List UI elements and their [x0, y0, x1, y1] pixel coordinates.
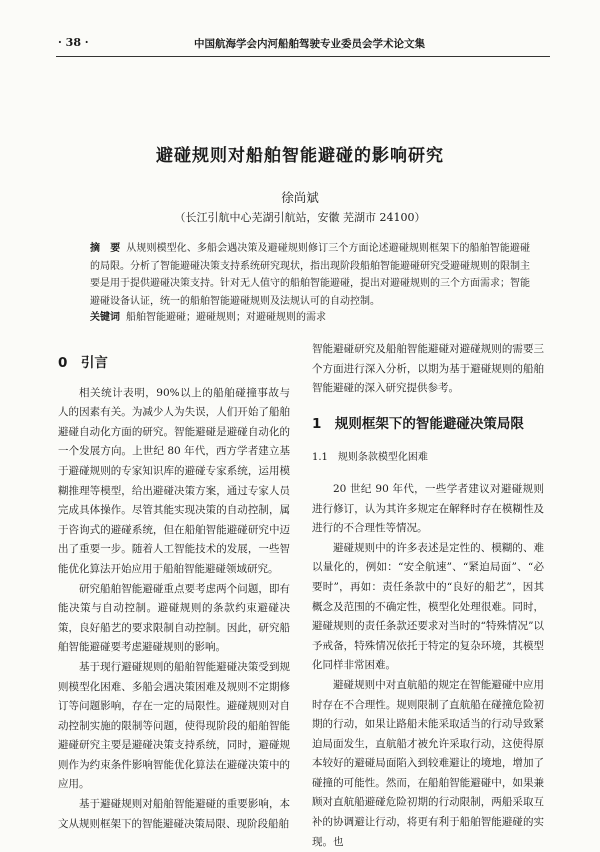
right-column: [312, 340, 544, 852]
author: 徐尚斌: [281, 190, 319, 205]
paragraph: 避碰规则中对直航船的规定在智能避碰中应用时存在不合理性。规则限制了直航船在碰撞危险初期的行动，如果让路船未能采取适当的行动导致紧迫局面发生，直航船才被允许采取行动，这使得原本较好的避碰局面陷入到较难避让的境地，增加了碰撞的可能性。然而，在船舶智能避碰中，如果兼顾对直航船避碰危险初期的行动限制，两船采取互补的协调避让行动，将更有利于船舶智能避碰的实现。也: [312, 678, 544, 848]
abstract-text: 从规则模型化、多船会遇决策及避碰规则修订三个方面论述避碰规则框架下的船舶智能避碰的局限。分析了智能避碰决策支持系统研究现状，指出现阶段船舶智能避碰研究受避碰规则的限制主要是用于提供避碰决策支持。针对无人值守的船舶智能避碰，提出对避碰规则的三个方面需求；智能避碰设备认证，统一的船舶智能避碰规则及法规认可的自动控制。: [90, 243, 531, 307]
paragraph: 研究船舶智能避碰重点要考虑两个问题，即有能决策与自动控制。避碰规则的条款约束避碰决策，良好船艺的要求限制自动控制。因此，研究船舶智能避碰要考虑避碰规则的影响。: [58, 582, 290, 654]
section-heading-intro: 0 引言: [58, 355, 108, 371]
running-header: [58, 36, 542, 54]
keywords: [90, 311, 530, 325]
section-heading-1: 1 规则框架下的智能避碰决策局限: [312, 415, 524, 432]
affiliation: （长江引航中心芜湖引航站，安徽 芜湖市 24100）: [174, 211, 426, 224]
paper-title: 避碰规则对船舶智能避碰的影响研究: [156, 146, 444, 166]
abstract-label: 摘 要: [90, 243, 121, 254]
paragraph: 相关统计表明，90%以上的船舶碰撞事故与人的因素有关。为减少人为失误，人们开始了船舶避碰自动化方面的研究。智能避碰是避碰自动化的一个发展方向。上世纪 80 年代，西方学者建立基于避碰规则的专家知识库的避碰专家系统，运用模糊推理等模型，给出避碰决策方案，通过专家人员完成具体操作。尽管其能实现决策的自动控制，属于咨询式的避碰系统，但在船舶智能避碰研究中迈出了重要一步。随着人工智能技术的发展，一些智能优化算法开始应用于船舶智能避碰领域研究。: [58, 386, 290, 575]
paragraph: 避碰规则中的许多表述是定性的、模糊的、难以量化的，例如：“安全航速”、“紧迫局面”、“必要时”，再如：责任条款中的“良好的船艺”，因其概念及范围的不确定性，模型化处理很难。同时，避碰规则的责任条款还要求对当时的“特殊情况”以予戒备，特殊情况依托于特定的复杂环境，其模型化同样非常困难。: [312, 541, 544, 672]
paragraph: 基于现行避碰规则的船舶智能避碰决策受到规则模型化困难、多船会遇决策困难及规则不定期修订等问题影响，存在一定的局限性。避碰规则对自动控制实施的限制等问题，使得现阶段的船舶智能避碰研究主要是避碰决策支持系统，同时，避碰规则作为约束条件影响智能优化算法在避碰决策中的应用。: [58, 660, 290, 791]
keywords-text: 船舶智能避碰；避碰规则；对避碰规则的需求: [126, 312, 326, 323]
abstract: [90, 240, 530, 310]
header-rule: [56, 56, 550, 57]
paragraph: 基于避碰规则对船舶智能避碰的重要影响，本文从规则框架下的智能避碰决策局限、现阶段船舶: [58, 798, 290, 830]
keywords-label: 关键词: [90, 312, 120, 323]
subsection-heading-1-1: 1.1 规则条款模型化困难: [312, 452, 428, 464]
paragraph: 智能避碰研究及船舶智能避碰对避碰规则的需要三个方面进行深入分析，以期为基于避碰规则的船舶智能避碰的深入研究提供参考。: [312, 343, 544, 395]
left-column: [58, 340, 290, 834]
journal-title: 中国航海学会内河船舶驾驶专业委员会学术论文集: [194, 38, 425, 50]
paragraph: 20 世纪 90 年代，一些学者建议对避碰规则进行修订，认为其许多规定在解释时存在模糊性及进行的不合理性等情况。: [312, 482, 544, 535]
page-number: · 38 ·: [58, 36, 89, 49]
